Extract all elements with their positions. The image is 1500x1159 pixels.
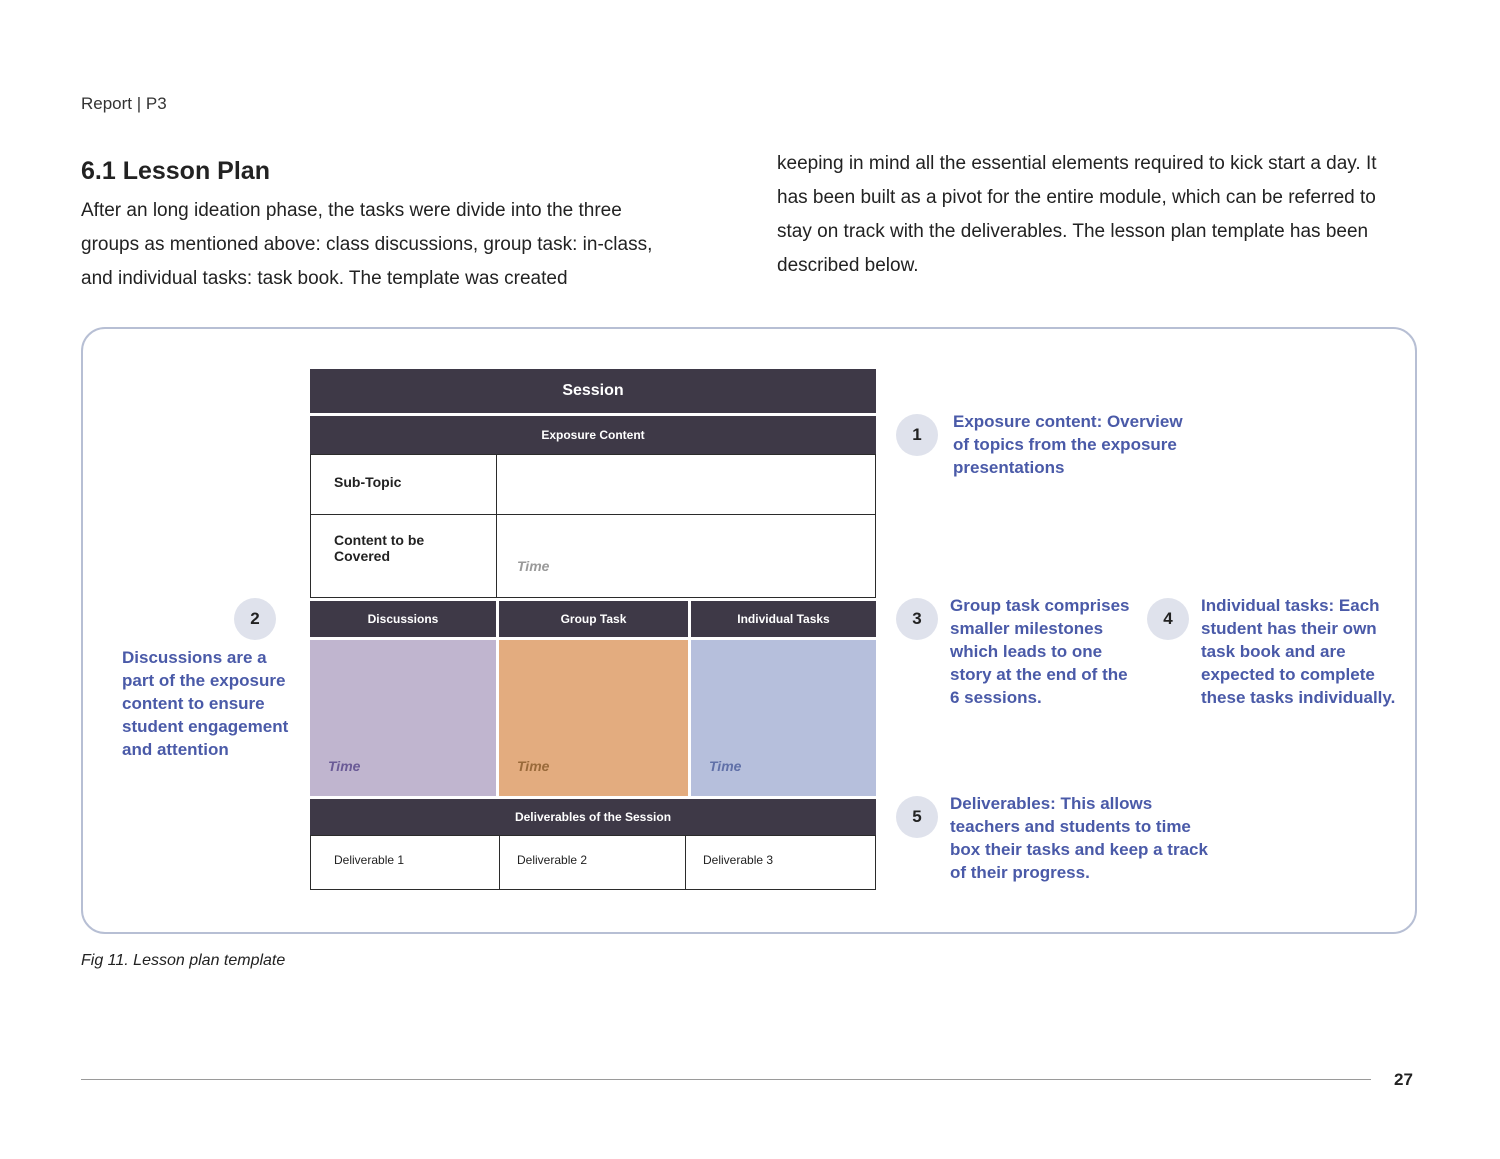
annotation-text-4: Individual tasks: Each student has their own task book and are expected to complete these tasks individually. bbox=[1201, 596, 1396, 707]
annotation-text-2: Discussions are a part of the exposure content to ensure student engagement and attention bbox=[122, 648, 289, 759]
content-time-label: Time bbox=[517, 558, 550, 574]
exposure-content-bar: Exposure Content bbox=[310, 416, 876, 454]
paragraph-right: keeping in mind all the essential elements required to kick start a day. It has been built as a pivot for the entire module, which can be referred to stay on track with the deliverables. The lesson plan template has been described below. bbox=[777, 153, 1377, 276]
session-bar: Session bbox=[310, 369, 876, 413]
sub-topic-value-cell bbox=[496, 454, 876, 515]
annotation-badge-5: 5 bbox=[896, 796, 938, 838]
annotation-badge-1: 1 bbox=[896, 414, 938, 456]
individual-tasks-header: Individual Tasks bbox=[691, 601, 876, 637]
annotation-text-3: Group task comprises smaller milestones which leads to one story at the end of the 6 sessions. bbox=[950, 596, 1130, 707]
page-number: 27 bbox=[1394, 1070, 1413, 1089]
lesson-plan-template bbox=[310, 369, 876, 890]
deliverable-3-label: Deliverable 3 bbox=[703, 853, 774, 867]
figure-caption: Fig 11. Lesson plan template bbox=[81, 952, 286, 969]
group-task-time-label: Time bbox=[517, 758, 550, 774]
footer-divider bbox=[81, 1079, 1371, 1080]
sub-topic-label: Sub-Topic bbox=[334, 474, 402, 490]
annotation-text-1: Exposure content: Overview of topics from the exposure presentations bbox=[953, 412, 1183, 477]
annotation-badge-3: 3 bbox=[896, 598, 938, 640]
deliverables-header: Deliverables of the Session bbox=[310, 799, 876, 835]
content-covered-label: Content to be Covered bbox=[334, 532, 425, 564]
deliverable-2-label: Deliverable 2 bbox=[517, 853, 588, 867]
individual-tasks-time-label: Time bbox=[709, 758, 742, 774]
annotation-text-5: Deliverables: This allows teachers and students to time box their tasks and keep a track of their progress. bbox=[950, 794, 1208, 882]
annotation-badge-4: 4 bbox=[1147, 598, 1189, 640]
discussions-time-label: Time bbox=[328, 758, 361, 774]
group-task-header: Group Task bbox=[499, 601, 688, 637]
report-header: Report | P3 bbox=[81, 94, 167, 113]
paragraph-left: After an long ideation phase, the tasks were divide into the three groups as mentioned above: class discussions, group task: in-class, and individual tasks: task book. The template was created bbox=[81, 200, 653, 289]
discussions-header: Discussions bbox=[310, 601, 496, 637]
deliverable-1-label: Deliverable 1 bbox=[334, 853, 405, 867]
section-title: 6.1 Lesson Plan bbox=[81, 157, 270, 185]
content-value-cell bbox=[496, 514, 876, 598]
annotation-badge-2: 2 bbox=[234, 598, 276, 640]
